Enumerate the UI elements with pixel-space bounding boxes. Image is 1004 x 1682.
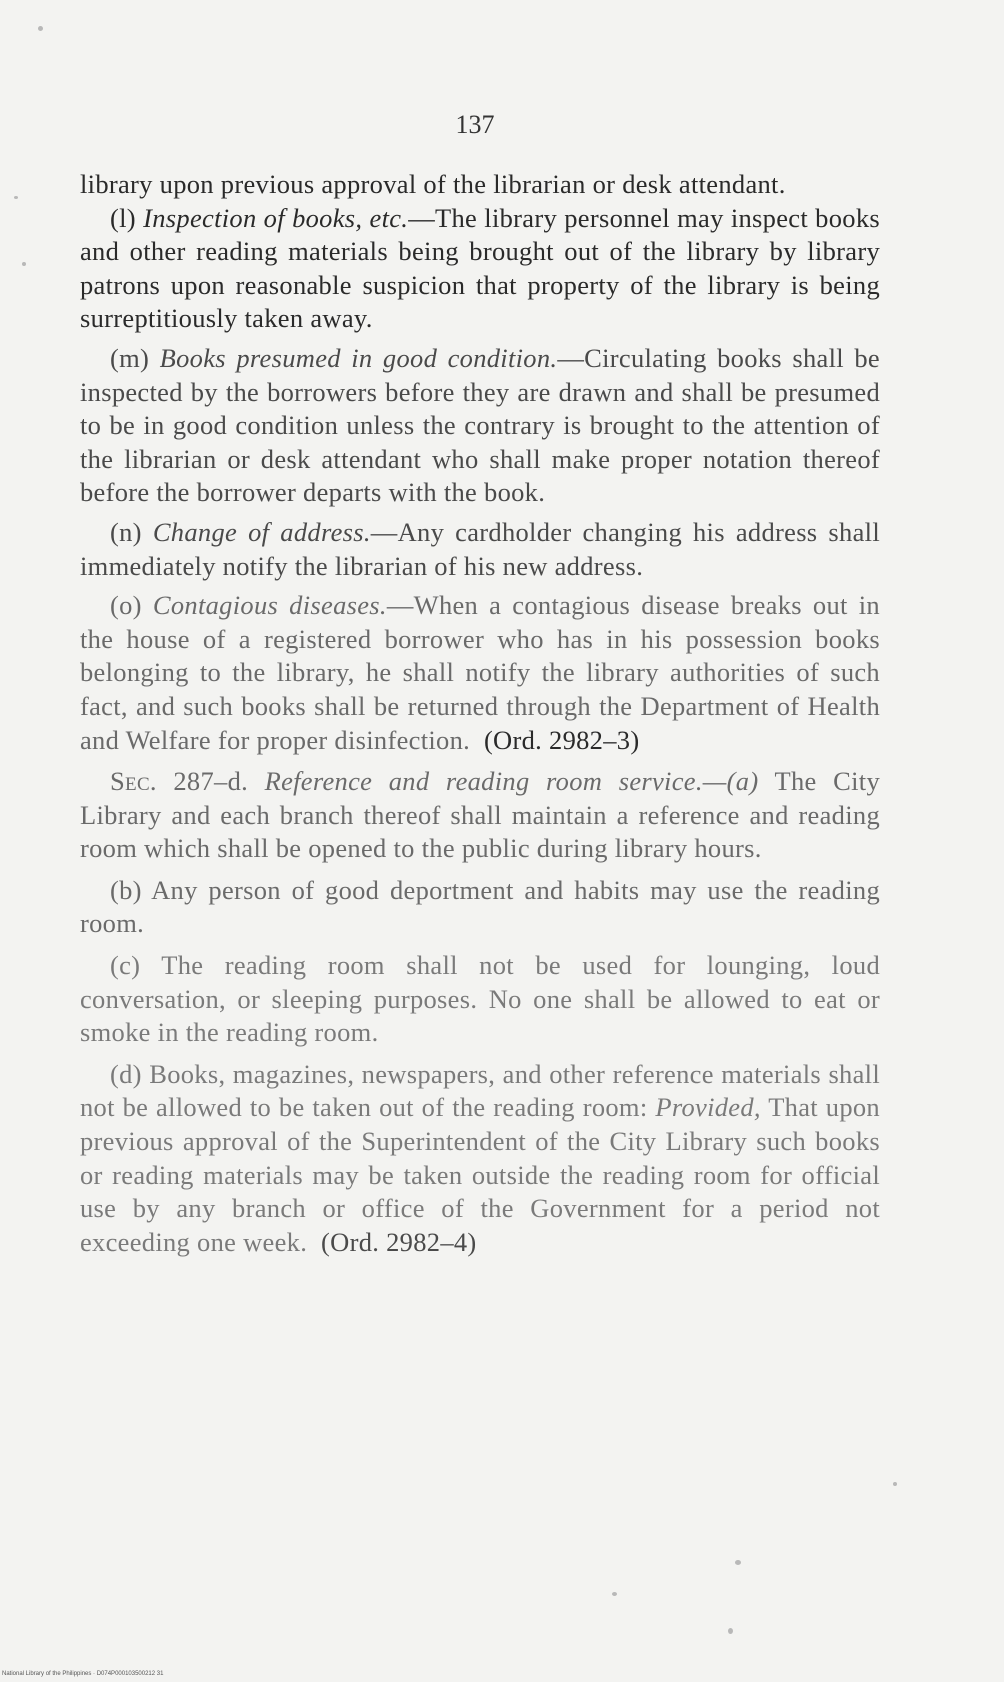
scan-speck	[612, 1592, 617, 1596]
paragraph-marker: (n)	[110, 516, 142, 547]
paragraph-marker: (b)	[110, 874, 142, 905]
section-number: 287–d.	[173, 766, 249, 797]
paragraph-marker: (d)	[110, 1058, 142, 1089]
paragraph-text: Any person of good deportment and habits may use the reading room.	[80, 874, 880, 939]
paragraph-m	[80, 342, 880, 510]
section-heading: Reference and reading room service.	[264, 766, 703, 797]
paragraph-text: —Any cardholder changing his address shall immediately notify the librarian of his new address.	[80, 516, 880, 581]
sub-marker: —(a)	[702, 766, 759, 797]
document-body	[80, 168, 880, 1259]
paragraph-text: —The library personnel may inspect books and other reading materials being brought out of the library by library patrons upon reasonable suspicion that property of the library is being surreptitiously taken away.	[80, 202, 880, 334]
footer-credit: National Library of the Philippines · D074P000103500212 31	[2, 1671, 164, 1677]
paragraph-b	[80, 874, 880, 941]
paragraph-l	[80, 202, 880, 336]
section-label: Sec.	[110, 766, 157, 797]
scan-speck	[735, 1560, 741, 1565]
scan-speck	[728, 1628, 733, 1634]
paragraph-heading: Contagious diseases.	[152, 590, 387, 621]
scan-speck	[38, 26, 43, 31]
ordinance-citation: (Ord. 2982–3)	[483, 724, 640, 755]
paragraph-d	[80, 1058, 880, 1260]
paragraph-c	[80, 949, 880, 1050]
paragraph-text: —Circulating books shall be inspected by the borrowers before they are drawn and shall be presumed to be in good condition unless the contrary is brought to the attention of the librarian or desk attendant who shall make proper notation thereof before the borrower departs with the book.	[80, 342, 880, 508]
scan-speck	[893, 1482, 897, 1486]
paragraph-text: The City Library and each branch thereof shall maintain a reference and reading room which shall be opened to the public during library hours.	[80, 766, 880, 864]
paragraph-text: Books, magazines, newspapers, and other reference materials shall not be allowed to be taken out of the reading room:	[80, 1058, 880, 1123]
scan-speck	[22, 262, 26, 266]
scan-speck	[14, 196, 18, 199]
paragraph-marker: (o)	[110, 590, 142, 621]
paragraph-text: library upon previous approval of the librarian or desk attendant.	[80, 169, 786, 199]
paragraph-heading: Change of address.	[152, 516, 371, 547]
paragraph-continuation	[80, 168, 880, 202]
paragraph-n	[80, 516, 880, 583]
paragraph-marker: (c)	[110, 950, 141, 981]
paragraph-heading: Books presumed in good condition.	[159, 342, 558, 373]
paragraph-text: That upon previous approval of the Superintendent of the City Library such books or reading materials may be taken outside the reading room for official use by any branch or office of the Government for a period not exceeding one week.	[80, 1092, 880, 1257]
proviso: Provided,	[655, 1092, 761, 1123]
ordinance-citation: (Ord. 2982–4)	[321, 1226, 477, 1257]
paragraph-text: The reading room shall not be used for lounging, loud conversation, or sleeping purposes. No one shall be allowed to eat or smoke in the reading room.	[80, 950, 880, 1048]
page-number: 137	[455, 110, 495, 139]
paragraph-heading: Inspection of books, etc.	[143, 202, 409, 233]
paragraph-o	[80, 589, 880, 757]
paragraph-marker: (m)	[110, 342, 150, 373]
section-287d	[80, 765, 880, 866]
paragraph-marker: (l)	[110, 202, 136, 233]
paragraph-text: —When a contagious disease breaks out in the house of a registered borrower who has in his possession books belonging to the library, he shall notify the library authorities of such fact, and such books shall be returned through the Department of Health and Welfare for proper disinfection.	[80, 590, 880, 755]
